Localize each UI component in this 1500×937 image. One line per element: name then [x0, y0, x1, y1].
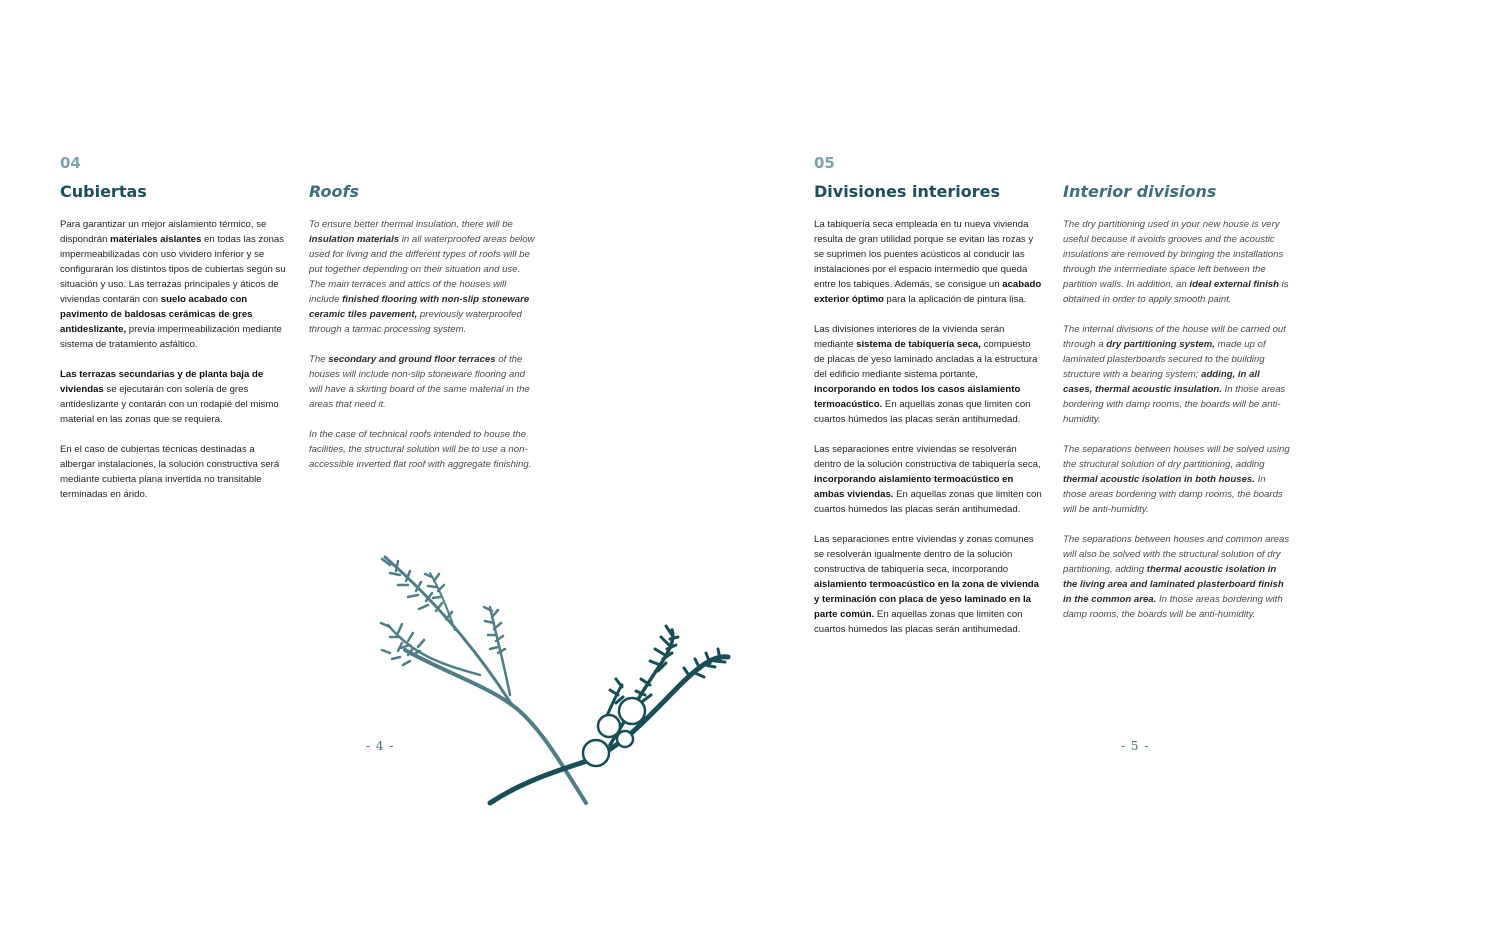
text-run: of the houses will include non-slip stoneware flooring and will have a skirting board of the same material in the areas that need it.	[309, 354, 530, 410]
interior-divisions-spanish-text	[814, 217, 1042, 652]
paragraph	[814, 532, 1042, 637]
bold-text: thermal acoustic isolation in both houses.	[1063, 474, 1255, 485]
text-run: The	[309, 354, 329, 365]
paragraph	[309, 427, 537, 472]
text-run: Las divisiones interiores de la vivienda serán mediante	[814, 324, 1005, 350]
bold-text: dry partitioning system,	[1106, 339, 1215, 350]
section-title-en-roofs: Roofs	[309, 182, 359, 201]
text-run: In those areas bordering with damp rooms, the boards will be anti-humidity.	[1063, 384, 1286, 425]
bold-text: adding, in all cases, thermal acoustic insulation.	[1063, 369, 1260, 395]
juniper-branch-icon	[360, 545, 740, 807]
paragraph	[814, 442, 1042, 517]
paragraph	[309, 217, 537, 337]
paragraph	[1063, 217, 1291, 307]
text-run: previa impermeabilización mediante sistema de tratamiento asfáltico.	[60, 324, 282, 350]
section-number-05: 05	[814, 154, 835, 172]
text-run: The separations between houses will be solved using the structural solution of dry partitioning, adding	[1063, 444, 1290, 470]
text-run: En el caso de cubiertas técnicas destinadas a albergar instalaciones, la solución constructiva será mediante cubierta plana invertida no transitable terminadas en árido.	[60, 444, 280, 500]
text-run: En aquellas zonas que limiten con cuartos húmedos las placas serán antihumedad.	[814, 399, 1031, 425]
paragraph	[60, 442, 288, 502]
page-number-right: - 5 -	[1121, 739, 1150, 753]
paragraph	[60, 217, 288, 352]
paragraph	[60, 367, 288, 427]
bold-text: materiales aislantes	[110, 234, 202, 245]
text-run: Para garantizar un mejor aislamiento térmico, se dispondrán	[60, 219, 267, 245]
text-run: Las separaciones entre viviendas y zonas comunes se resolverán igualmente dentro de la solución constructiva de tabiquería seca, incorporando	[814, 534, 1034, 575]
text-run: In the case of technical roofs intended to house the facilities, the structural solution will be to use a non-accessible inverted flat roof with aggregate finishing.	[309, 429, 532, 470]
bold-text: ideal external finish	[1189, 279, 1279, 290]
text-run: In those areas bordering with damp rooms, the boards will be anti-humidity.	[1063, 474, 1283, 515]
text-run: En aquellas zonas que limiten con cuartos húmedos las placas serán antihumedad.	[814, 609, 1023, 635]
text-run: Las separaciones entre viviendas se resolverán dentro de la solución constructiva de tabiquería seca,	[814, 444, 1041, 470]
bold-text: thermal acoustic isolation in the living area and laminated plasterboard finish in the common area.	[1063, 564, 1284, 605]
bold-text: incorporando aislamiento termoacústico en ambas viviendas.	[814, 474, 1014, 500]
section-title-es-interior-divisions: Divisiones interiores	[814, 182, 1001, 201]
text-run: in all waterproofed areas below used for living and the different types of roofs will be put together depending on their situation and use. The main terraces and attics of the houses will include	[309, 234, 535, 305]
bold-text: acabado exterior óptimo	[814, 279, 1042, 305]
text-run: The dry partitioning used in your new house is very useful because it avoids grooves and the acoustic insulations are removed by bringing the installations through the intermediate space left between the partition walls. In addition, an	[1063, 219, 1284, 290]
text-run: compuesto de placas de yeso laminado ancladas a la estructura del edificio mediante sistema portante,	[814, 339, 1038, 380]
bold-text: finished flooring with non-slip stoneware ceramic tiles pavement,	[309, 294, 530, 320]
text-run: En aquellas zonas que limiten con cuartos húmedos las placas serán antihumedad.	[814, 489, 1042, 515]
paragraph	[814, 217, 1042, 307]
paragraph	[1063, 322, 1291, 427]
text-run: para la aplicación de pintura lisa.	[883, 294, 1027, 305]
text-run: made up of laminated plasterboards secured to the building structure with a bearing system;	[1063, 339, 1266, 380]
bold-text: secondary and ground floor terraces	[328, 354, 496, 365]
text-run: To ensure better thermal insulation, there will be	[309, 219, 513, 230]
text-run: The internal divisions of the house will be carried out through a	[1063, 324, 1286, 350]
roofs-spanish-text	[60, 217, 288, 517]
paragraph	[1063, 442, 1291, 517]
text-run: en todas las zonas impermeabilizadas con uso vividero inferior y se configurarán los distintos tipos de cubiertas según su situación y uso. Las terrazas principales y áticos de viviendas contarán con	[60, 234, 286, 305]
paragraph	[1063, 532, 1291, 622]
bold-text: Las terrazas secundarias y de planta baja de viviendas	[60, 369, 264, 395]
section-title-es-roofs: Cubiertas	[60, 182, 147, 201]
paragraph	[814, 322, 1042, 427]
text-run: La tabiquería seca empleada en tu nueva vivienda resulta de gran utilidad porque se evitan las rozas y se suprimen los puentes acústicos al conducir las instalaciones por el espacio intermedio que queda entre los tabiques. Además, se consigue un	[814, 219, 1034, 290]
page-number-left: - 4 -	[366, 739, 395, 753]
bold-text: insulation materials	[309, 234, 400, 245]
interior-divisions-english-text	[1063, 217, 1291, 637]
text-run: previously waterproofed through a tarmac processing system.	[309, 309, 522, 335]
section-number-04: 04	[60, 154, 81, 172]
text-run: The separations between houses and common areas will also be solved with the structural solution of dry partitioning, adding	[1063, 534, 1290, 575]
roofs-english-text	[309, 217, 537, 487]
bold-text: suelo acabado con pavimento de baldosas cerámicas de gres antideslizante,	[60, 294, 253, 335]
bold-text: sistema de tabiquería seca,	[856, 339, 981, 350]
section-title-en-interior-divisions: Interior divisions	[1063, 182, 1217, 201]
text-run: se ejecutarán con solería de gres antideslizante y contarán con un rodapié del mismo material en las zonas que se requiera.	[60, 384, 279, 425]
text-run: In those areas bordering with damp rooms, the boards will be anti-humidity.	[1063, 594, 1283, 620]
text-run: is obtained in order to apply smooth paint.	[1063, 279, 1289, 305]
bold-text: aislamiento termoacústico en la zona de vivienda y terminación con placa de yeso laminado en la parte común.	[814, 579, 1039, 620]
bold-text: incorporando en todos los casos aislamiento termoacústico.	[814, 384, 1021, 410]
paragraph	[309, 352, 537, 412]
